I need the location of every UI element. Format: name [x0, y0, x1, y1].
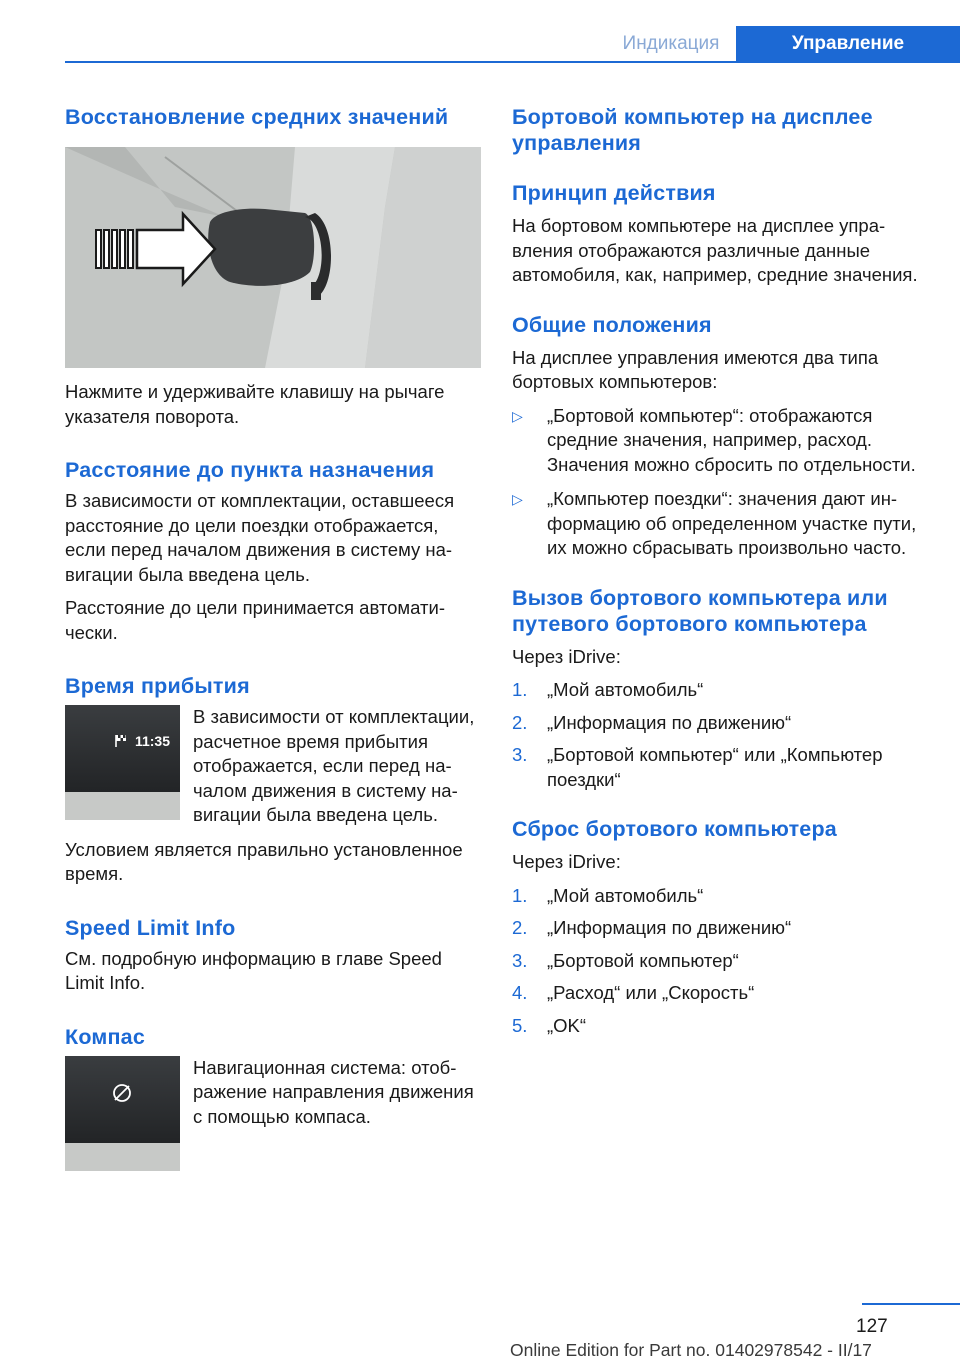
heading-reset-computer: Сброс бортового компьютера	[512, 817, 837, 841]
list-item	[512, 1014, 928, 1039]
step-text: „OK“	[547, 1014, 587, 1036]
heading-arrival: Время прибытия	[65, 674, 250, 698]
step-number: 4.	[512, 982, 528, 1003]
heading-general: Общие положения	[512, 312, 712, 337]
tab-control[interactable]: Управление	[736, 26, 960, 62]
footer-divider	[862, 1303, 960, 1305]
compass-display	[65, 1056, 180, 1171]
arrival-text-2: Условием является правильно установленное время.	[65, 838, 463, 884]
heading-onboard-computer: Бортовой компьютер на дисплее управления	[512, 105, 873, 155]
call-steps	[512, 678, 928, 792]
heading-distance: Расстояние до пункта назначения	[65, 458, 435, 482]
bullet-text: „Компьютер поездки“: значения дают информацию об определенном участке пути, их можно сбрасывать произвольно часто.	[547, 488, 917, 558]
heading-compass: Компас	[65, 1024, 145, 1049]
compass-icon	[111, 1082, 133, 1104]
step-text: „Расход“ или „Скорость“	[547, 982, 755, 1003]
bullet-text: „Бортовой компьютер“: отображаются средние значения, например, расход. Значения можно сбросить по отдельности.	[547, 404, 916, 475]
list-item	[512, 884, 928, 909]
bullet-triangle-icon: ▷	[512, 491, 523, 507]
distance-text-1: В зависимости от комплектации, оставшееся расстояние до цели поездки отображается, если перед началом движения в систему навигации была введена цель.	[65, 490, 455, 585]
header-divider	[65, 61, 960, 63]
turn-signal-lever-illustration	[65, 147, 481, 368]
arrival-readout	[113, 733, 170, 749]
compass-text: Навигационная система: отображение направления движения с помощью компаса.	[193, 1056, 474, 1127]
list-item	[512, 916, 928, 941]
heading-principle: Принцип действия	[512, 181, 716, 205]
step-number: 3.	[512, 744, 528, 765]
step-text: „Информация по движению“	[547, 917, 792, 938]
right-column	[512, 100, 928, 1046]
step-text: „Мой автомобиль“	[547, 884, 704, 906]
list-item	[512, 404, 928, 478]
reset-steps	[512, 884, 928, 1039]
left-column	[65, 100, 481, 1181]
list-item	[512, 949, 928, 974]
tab-indication[interactable]: Индикация	[606, 26, 736, 62]
heading-call-computer: Вызов бортового компьютера или путевого бортового компьютера	[512, 585, 888, 636]
computer-types-list	[512, 404, 928, 561]
arrival-time-display	[65, 705, 180, 820]
speed-limit-text: См. подробную информацию в главе Speed Limit Info.	[65, 947, 442, 993]
list-item	[512, 678, 928, 703]
step-text: „Мой автомобиль“	[547, 679, 704, 700]
list-item	[512, 743, 928, 792]
reset-instruction: Нажмите и удерживайте клавишу на рычаге указателя поворота.	[65, 381, 445, 427]
step-number: 1.	[512, 884, 528, 906]
list-item	[512, 487, 928, 561]
heading-speed-limit: Speed Limit Info	[65, 915, 236, 940]
step-text: „Бортовой компьютер“	[547, 949, 739, 971]
general-text: На дисплее управления имеются два типа бортовых компьютеров:	[512, 346, 879, 392]
edition-footer: Online Edition for Part no. 01402978542 - II/17	[510, 1340, 872, 1360]
destination-flag-icon	[113, 734, 129, 748]
step-text: „Бортовой компьютер“ или „Компьютер поездки“	[547, 744, 883, 790]
arrival-time-value: 11:35	[134, 733, 170, 749]
compass-row	[65, 1056, 481, 1171]
step-number: 3.	[512, 949, 528, 971]
call-intro: Через iDrive:	[512, 645, 621, 667]
header-tabs	[606, 26, 960, 62]
step-number: 5.	[512, 1014, 528, 1036]
distance-text-2: Расстояние до цели принимается автоматически.	[65, 597, 446, 643]
arrival-row	[65, 705, 481, 828]
reset-intro: Через iDrive:	[512, 851, 621, 872]
turn-signal-lever-photo	[65, 147, 481, 368]
list-item	[512, 711, 928, 736]
arrival-text-1: В зависимости от комплектации, расчетное время прибытия отображается, если перед началом движения в систему навигации была введена цель.	[193, 706, 475, 825]
principle-text: На бортовом компьютере на дисплее управления отображаются различные данные автомобиля, как, например, средние значения.	[512, 215, 918, 285]
step-number: 2.	[512, 711, 528, 733]
step-number: 2.	[512, 917, 528, 938]
list-item	[512, 981, 928, 1006]
step-number: 1.	[512, 679, 528, 700]
page-number: 127	[856, 1316, 888, 1337]
heading-reset-averages: Восстановление средних значений	[65, 105, 449, 129]
bullet-triangle-icon: ▷	[512, 407, 523, 424]
step-text: „Информация по движению“	[547, 711, 792, 733]
